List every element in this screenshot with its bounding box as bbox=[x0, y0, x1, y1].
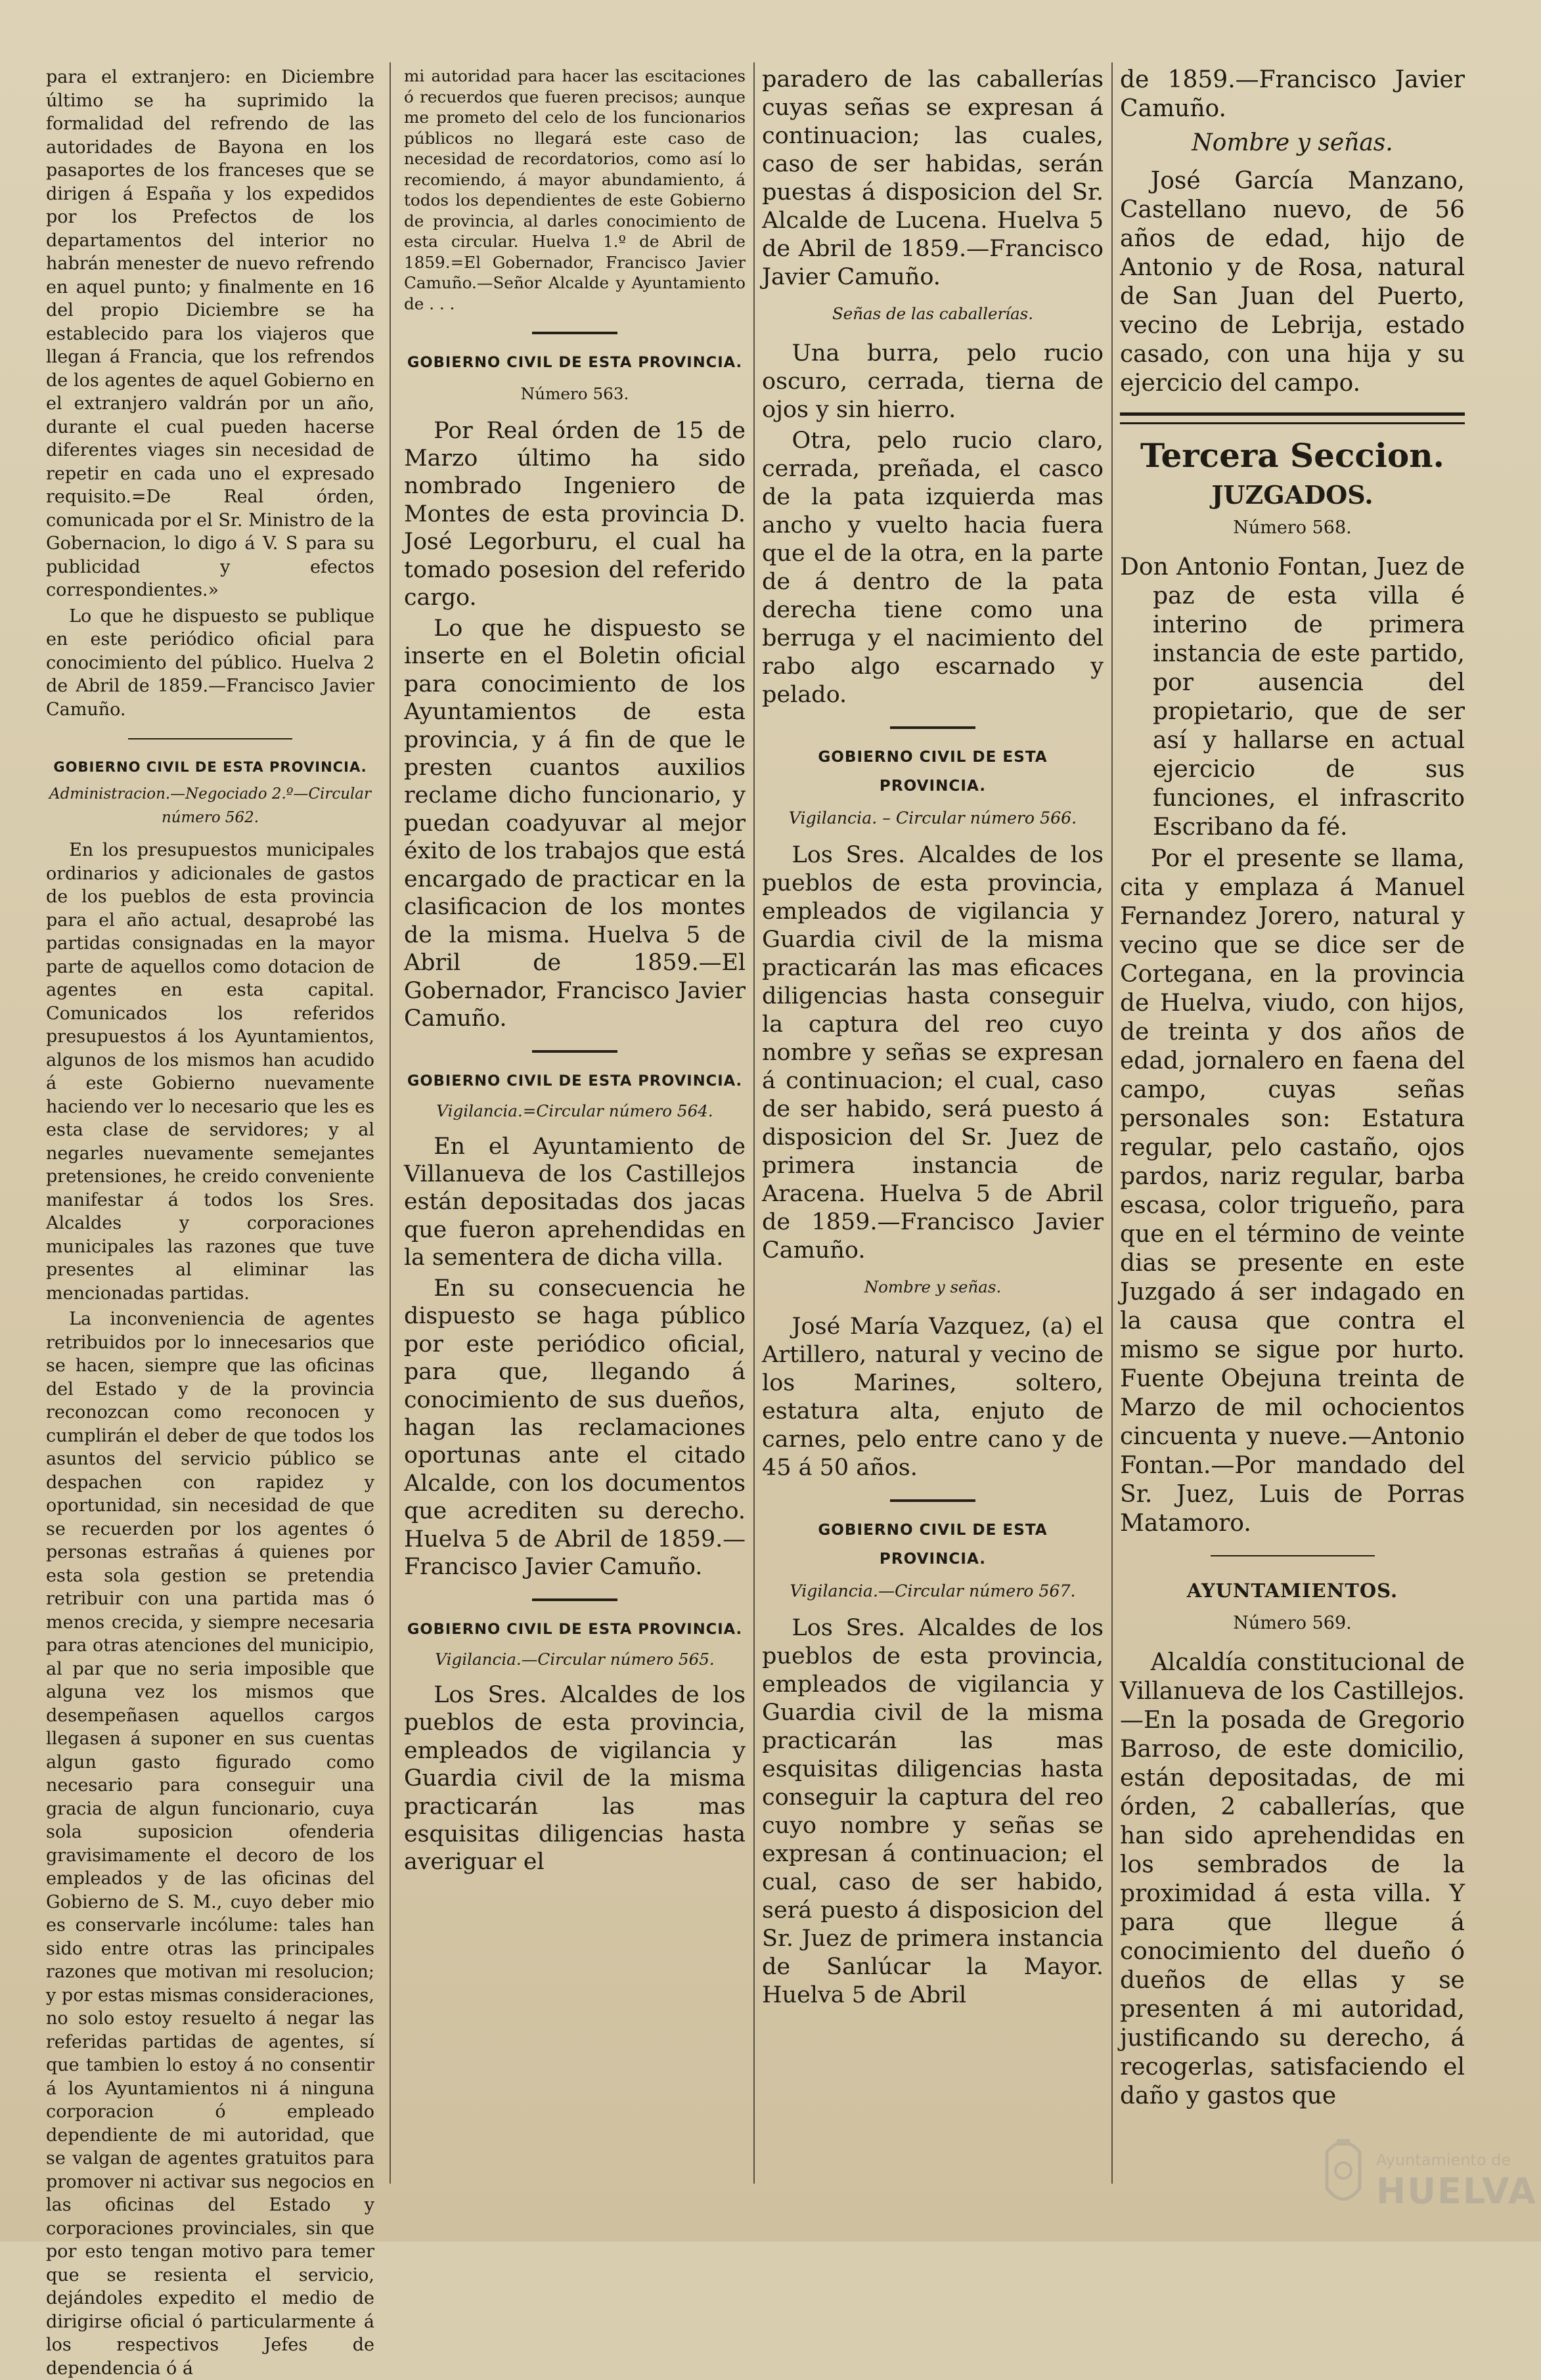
paragraph: Los Sres. Alcaldes de los pueblos de esta provincia, empleados de vigilancia y Guardia civil de la misma practicarán las mas eficaces diligencias hasta conseguir la captura del reo cuyo nombre y señas se expresan á continuacion; el cual, caso de ser habido, será puesto á disposicion del Sr. Juez de primera instancia de Aracena. Huelva 5 de Abril de 1859.—Francisco Javier Camuño. bbox=[762, 841, 1104, 1264]
notice-number: Número 569. bbox=[1233, 1613, 1352, 1633]
paragraph: paradero de las caballerías cuyas señas se expresan á continuacion; las cuales, caso de ser habidas, serán puestas á disposicion del Sr. Alcalde de Lucena. Huelva 5 de Abril de 1859.—Francisco Javier Camuño. bbox=[762, 66, 1104, 290]
circular-subheading: Vigilancia.=Circular número 564. bbox=[436, 1101, 713, 1120]
circular-subheading: Administracion.—Negociado 2.º—Circular número 562. bbox=[49, 785, 371, 826]
circular-subheading: Vigilancia.—Circular número 567. bbox=[790, 1581, 1076, 1600]
watermark-logo bbox=[1320, 2132, 1537, 2218]
separator bbox=[1120, 412, 1465, 424]
paragraph: Lo que he dispuesto se inserte en el Boletin oficial para conocimiento de los Ayuntamientos de esta provincia, y á fin de que le presten cuantos auxilios reclame dicho funcionario, y puedan coadyuvar al mejor éxito de los trabajos que está encargado de practicar en la clasificacion de los montes de la misma. Huelva 5 de Abril de 1859.—El Gobernador, Francisco Javier Camuño. bbox=[404, 615, 746, 1032]
separator bbox=[890, 726, 975, 729]
paragraph: Una burra, pelo rucio oscuro, cerrada, tierna de ojos y sin hierro. bbox=[762, 340, 1104, 423]
column-4 bbox=[1120, 66, 1465, 2200]
column-divider bbox=[390, 62, 391, 2184]
paragraph: José María Vazquez, (a) el Artillero, natural y vecino de los Marines, soltero, estatura alta, enjuto de carnes, pelo entre cano y de 45 á 50 años. bbox=[762, 1313, 1104, 1481]
section-heading: GOBIERNO CIVIL DE ESTA PROVINCIA. bbox=[818, 749, 1048, 795]
separator bbox=[532, 332, 617, 334]
notice-number: Número 563. bbox=[520, 384, 629, 403]
paragraph: Don Antonio Fontan, Juez de paz de esta villa é interino de primera instancia de este partido, por ausencia del propietario, que de ser así y hallarse en actual ejercicio de sus funciones, el infrascrito Escribano da fé. bbox=[1120, 554, 1465, 841]
paragraph: Alcaldía constitucional de Villanueva de los Castillejos.—En la posada de Gregorio Barroso, de este domicilio, están depositadas, de mi órden, 2 caballerías, que han sido aprehendidas en los sembrados de la proximidad á esta villa. Y para que llegue á conocimiento del dueño ó dueños de ellas y se presenten á mi autoridad, justificando su derecho, á recogerlas, satisfaciendo el daño y gastos que bbox=[1120, 1649, 1465, 2109]
subheading: Nombre y señas. bbox=[864, 1277, 1002, 1296]
paragraph: para el extranjero: en Diciembre último se ha suprimido la formalidad del refrendo de las autoridades de Bayona en los pasaportes de los franceses que se dirigen á España y los expedidos por los Prefectos de los departamentos del interior no habrán menester de nuevo refrendo en aquel punto; y finalmente en 16 del propio Diciembre se ha establecido para los viajeros que llegan á Francia, que los refrendos de los agentes de aquel Gobierno en el extranjero valdrán por un año, durante el cual pueden hacerse diferentes viages sin necesidad de repetir en cada uno el expresado requisito.=De Real órden, comunicada por el Sr. Ministro de la Gobernacion, lo digo á V. S para su publicidad y efectos correspondientes.» bbox=[46, 67, 374, 600]
section-subtitle: AYUNTAMIENTOS. bbox=[1186, 1579, 1398, 1602]
separator bbox=[532, 1598, 617, 1601]
paragraph: Por el presente se llama, cita y emplaza á Manuel Fernandez Jorero, natural y vecino que se dice ser de Cortegana, en la provincia de Huelva, viudo, con hijos, de treinta y dos años de edad, jornalero en faena del campo, cuyas señas personales son: Estatura regular, pelo castaño, ojos pardos, nariz regular, barba escasa, color trigueño, para que en el término de veinte dias se presente en este Juzgado á ser indagado en la causa que contra el mismo se sigue por hurto. Fuente Obejuna treinta de Marzo de mil ochocientos cincuenta y nueve.—Antonio Fontan.—Por mandado del Sr. Juez, Luis de Porras Matamoro. bbox=[1120, 845, 1465, 1537]
section-heading: GOBIERNO CIVIL DE ESTA PROVINCIA. bbox=[407, 1620, 743, 1638]
section-heading: GOBIERNO CIVIL DE ESTA PROVINCIA. bbox=[53, 759, 367, 775]
separator bbox=[128, 738, 292, 739]
circular-subheading: Vigilancia.—Circular número 565. bbox=[435, 1649, 715, 1669]
paragraph: En su consecuencia he dispuesto se haga público por este periódico oficial, para que, llegando á conocimiento de sus dueños, hagan las reclamaciones oportunas ante el citado Alcalde, con los documentos que acrediten su derecho. Huelva 5 de Abril de 1859.—Francisco Javier Camuño. bbox=[404, 1275, 746, 1581]
paragraph: Los Sres. Alcaldes de los pueblos de esta provincia, empleados de vigilancia y Guardia civil de la misma practicarán las mas esquisitas diligencias hasta averiguar el bbox=[404, 1681, 746, 1876]
separator bbox=[532, 1050, 617, 1053]
subheading: Señas de las caballerías. bbox=[832, 304, 1034, 323]
paragraph: Los Sres. Alcaldes de los pueblos de esta provincia, empleados de vigilancia y Guardia civil de la misma practicarán las mas esquisitas diligencias hasta conseguir la captura del reo cuyo nombre y señas se expresan á continuacion; el cual, caso de ser habido, será puesto á disposicion del Sr. Juez de primera instancia de Sanlúcar la Mayor. Huelva 5 de Abril bbox=[762, 1614, 1104, 2008]
separator bbox=[890, 1499, 975, 1502]
column-3 bbox=[762, 66, 1104, 2200]
notice-number: Número 568. bbox=[1233, 518, 1352, 538]
paragraph: La inconveniencia de agentes retribuidos por lo innecesarios que se hacen, siempre que las oficinas del Estado y de la provincia reconozcan como reconocen y cumplirán el deber de que todos los asuntos del servicio público se despachen con rapidez y oportunidad, sin necesidad de que se recuerden por los agentes ó personas estrañas á quienes por esta sola gestion se pretendia retribuir con una partida mas ó menos crecida, y siempre necesaria para otras atenciones del municipio, al par que no seria imposible que alguna vez los mismos que desempeñasen aquellos cargos llegasen á suponer en sus cuentas algun gasto figurado como necesario para conseguir una gracia de algun funcionario, cuya sola suposicion ofenderia gravisimamente el decoro de los empleados y de las oficinas del Gobierno de S. M., cuyo deber mio es conservarle incólume: tales han sido entre otras las principales razones que motivan mi resolucion; y por estas mismas consideraciones, no solo estoy resuelto á negar las referidas partidas de agentes, sí que tambien lo estoy á no consentir á los Ayuntamientos ni á ninguna corporacion ó empleado dependiente de mi autoridad, que se valgan de agentes gratuitos para promover ni activar sus negocios en las oficinas del Estado y corporaciones provinciales, sin que por esto tengan motivo para temer que se resienta el servicio, dejándoles expedito el medio de dirigirse oficial ó particularmente á los respectivos Jefes de dependencia ó á bbox=[46, 1309, 374, 2379]
crest-icon bbox=[1320, 2132, 1366, 2211]
section-heading: GOBIERNO CIVIL DE ESTA PROVINCIA. bbox=[407, 1072, 743, 1090]
circular-subheading: Vigilancia. – Circular número 566. bbox=[788, 808, 1077, 827]
separator bbox=[1211, 1555, 1375, 1556]
paragraph: Otra, pelo rucio claro, cerrada, preñada, el casco de la pata izquierda mas ancho y vuelto hacia fuera que el de la otra, en la parte de á dentro de la pata derecha tiene como una berruga y el nacimiento del rabo algo escarnado y pelado. bbox=[762, 428, 1104, 708]
column-1 bbox=[46, 66, 374, 2379]
column-divider bbox=[1111, 62, 1113, 2184]
column-2 bbox=[404, 66, 746, 2200]
paragraph: José García Manzano, Castellano nuevo, de 56 años de edad, hijo de Antonio y de Rosa, natural de San Juan del Puerto, vecino de Lebrija, estado casado, con una hija y su ejercicio del campo. bbox=[1120, 167, 1465, 397]
section-title: Tercera Seccion. bbox=[1140, 436, 1444, 475]
paragraph: En los presupuestos municipales ordinarios y adicionales de gastos de los pueblos de esta provincia para el año actual, desaprobé las partidas consignadas en la mayor parte de aquellos como dotacion de agentes en esta capital. Comunicados los referidos presupuestos á los Ayuntamientos, algunos de los mismos han acudido á este Gobierno nuevamente haciendo ver lo necesario que les es esta clase de servidores; y al negarles nuevamente semejantes pretensiones, he creido conveniente manifestar á todos los Sres. Alcaldes y corporaciones municipales las razones que tuve presentes al eliminar las mencionadas partidas. bbox=[46, 840, 374, 1304]
paragraph: En el Ayuntamiento de Villanueva de los Castillejos están depositadas dos jacas que fueron aprehendidas en la sementera de dicha villa. bbox=[404, 1133, 746, 1271]
watermark-caption: Ayuntamiento de bbox=[1376, 2151, 1511, 2169]
paragraph: Lo que he dispuesto se publique en este periódico oficial para conocimiento del público. Huelva 2 de Abril de 1859.—Francisco Javier Camuño. bbox=[46, 606, 374, 720]
paragraph: de 1859.—Francisco Javier Camuño. bbox=[1120, 66, 1465, 122]
section-heading: GOBIERNO CIVIL DE ESTA PROVINCIA. bbox=[407, 353, 743, 371]
section-subtitle: JUZGADOS. bbox=[1211, 480, 1374, 510]
paragraph: mi autoridad para hacer las escitaciones ó recuerdos que fueren precisos; aunque me prometo del celo de los funcionarios públicos no llegará este caso de necesidad de recordatorios, como así lo recomiendo, á mayor abundamiento, á todos los dependientes de este Gobierno de provincia, al darles conocimiento de esta circular. Huelva 1.º de Abril de 1859.=El Gobernador, Francisco Javier Camuño.—Señor Alcalde y Ayuntamiento de . . . bbox=[404, 66, 746, 314]
watermark-title: HUELVA bbox=[1376, 2171, 1537, 2212]
section-heading: GOBIERNO CIVIL DE ESTA PROVINCIA. bbox=[818, 1521, 1048, 1568]
subheading: Nombre y señas. bbox=[1192, 129, 1393, 156]
paragraph: Por Real órden de 15 de Marzo último ha sido nombrado Ingeniero de Montes de esta provincia D. José Legorburu, el cual ha tomado posesion del referido cargo. bbox=[404, 417, 746, 611]
column-divider bbox=[753, 62, 755, 2184]
